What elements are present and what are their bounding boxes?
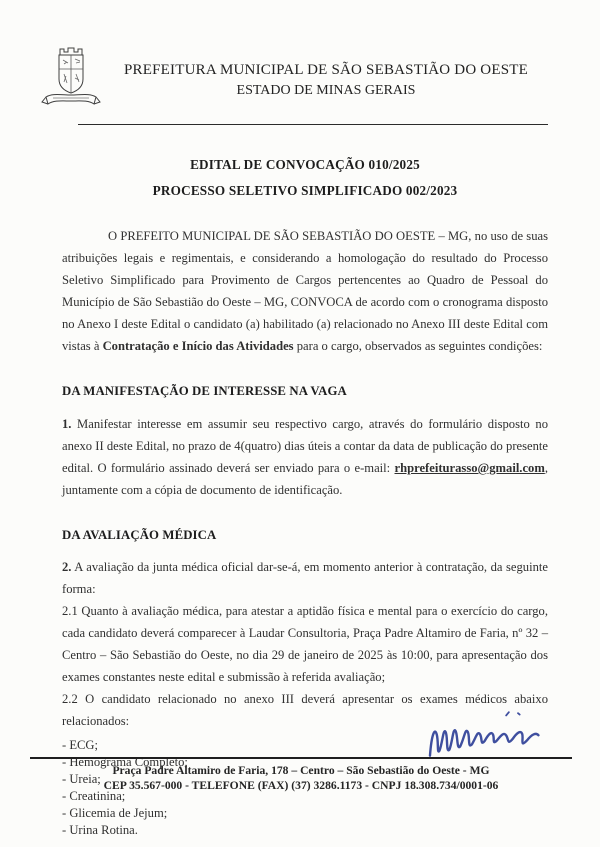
exam-item-urina: - Urina Rotina. (62, 823, 138, 837)
item-1-paragraph (62, 413, 548, 501)
section-heading-avaliacao-medica: DA AVALIAÇÃO MÉDICA (62, 528, 217, 542)
exam-item-creatinina: - Creatinina; (62, 789, 126, 803)
item-2-paragraph (62, 556, 548, 600)
contact-email: rhprefeiturasso@gmail.com (394, 461, 545, 475)
item-1-text-1: Manifestar interesse em assumir seu respectivo cargo, através do formulário disposto no anexo II deste Edital, no prazo de 4(quatro) dias úteis a contar da data de publicação do presente edital. O formulário assinado deverá ser enviado para o e-mail: (62, 417, 548, 475)
exam-item-glicemia: - Glicemia de Jejum; (62, 806, 168, 820)
intro-text-2: para o cargo, observados as seguintes condições: (293, 339, 543, 353)
signature-stroke (428, 721, 540, 756)
item-1-text-2: , juntamente com a cópia de documento de identificação. (62, 461, 548, 497)
item-1-number: 1. (62, 417, 72, 431)
org-identity (104, 62, 548, 99)
org-name: PREFEITURA MUNICIPAL DE SÃO SEBASTIÃO DO OESTE (124, 61, 528, 78)
item-2-number: 2. (62, 560, 72, 574)
footer-address: Praça Padre Altamiro de Faria, 178 – Centro – São Sebastião do Oeste - MG (112, 764, 490, 777)
item-2-text: A avaliação da junta médica oficial dar-se-á, em momento anterior à contratação, da seguinte forma: (62, 560, 548, 596)
header-divider (78, 124, 548, 125)
intro-bold-phrase: Contratação e Início das Atividades (102, 339, 294, 353)
document-title (62, 152, 548, 204)
intro-text-1: O PREFEITO MUNICIPAL DE SÃO SEBASTIÃO DO OESTE – MG, no uso de suas atribuições legais e regimentais, e considerando a homologação do resultado do Processo Seletivo Simplificado para Provimento de Cargos pertencentes ao Quadro de Pessoal do Município de São Sebastião do Oeste – MG, CONVOCA de acordo com o cronograma disposto no Anexo I deste Edital o candidato (a) habilitado (a) relacionado no Anexo III deste Edital com vistas à (62, 229, 548, 353)
edital-number-line: EDITAL DE CONVOCAÇÃO 010/2025 (190, 157, 420, 172)
letterhead (38, 45, 548, 115)
exam-item-ureia: - Ureia; (62, 772, 101, 786)
footer-contacts: CEP 35.567-000 - TELEFONE (FAX) (37) 3286.1173 - CNPJ 18.308.734/0001-06 (103, 779, 499, 792)
exam-item-ecg: - ECG; (62, 738, 99, 752)
item-2-2-paragraph: 2.2 O candidato relacionado no anexo III deverá apresentar os exames médicos abaixo relacionados: (62, 692, 548, 728)
org-state: ESTADO DE MINAS GERAIS (236, 82, 416, 98)
exam-item-hemograma: - Hemograma Completo; (62, 755, 188, 769)
intro-paragraph (62, 225, 548, 357)
processo-number-line: PROCESSO SELETIVO SIMPLIFICADO 002/2023 (152, 183, 458, 198)
item-2-1-paragraph: 2.1 Quanto à avaliação médica, para atestar a aptidão física e mental para o exercício do cargo, cada candidato deverá comparecer à Laudar Consultoria, Praça Padre Altamiro de Faria, nº 32 – Centro – São Sebastião do Oeste, no dia 29 de janeiro de 2025 às 10:00, para apresentação dos exames constantes neste edital e submissão à referida avaliação; (62, 604, 548, 684)
municipal-coat-of-arms-icon (38, 45, 104, 115)
section-heading-manifestacao: DA MANIFESTAÇÃO DE INTERESSE NA VAGA (62, 384, 347, 398)
footer-letterhead (30, 757, 572, 793)
